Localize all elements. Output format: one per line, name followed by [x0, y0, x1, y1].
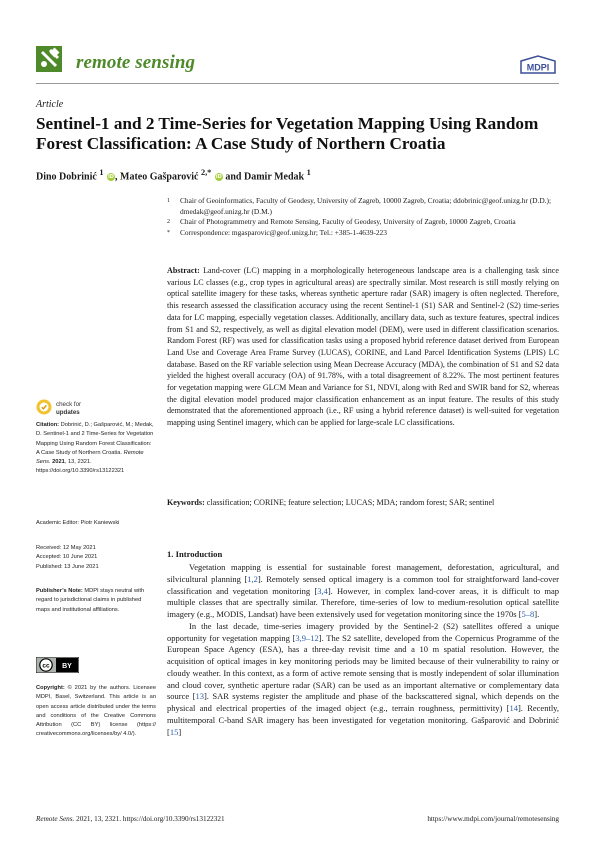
paragraph-text: ]. The S2 satellite, developed from the Copernicus Programme of the European Space Agency (ESA), has a three-day revisit time and a 10 m spatial resolution. However, the acquisition of optical images in key monitoring periods may be limited because of their vulnerability to rainy or cloudy weather. In this context, as a form of active remote sensing that is mostly independent of solar illumination and cloud cover, synthetic aperture radar (SAR) can be used as an important alternative or complementary data source [ — [167, 632, 559, 702]
footer-citation — [36, 815, 225, 823]
affiliation-item — [167, 196, 559, 217]
copyright-block — [36, 684, 156, 740]
copyright-text: © 2021 by the authors. Licensee MDPI, Basel, Switzerland. This article is an open access article distributed under the terms and conditions of the Creative Commons Attribution (CC BY) license (https:// creativecommons.org/licenses/by/ 4.0/). — [36, 685, 156, 738]
author-name: Mateo Gašparović — [120, 171, 199, 183]
citation-link[interactable]: 3,4 — [317, 585, 328, 596]
copyright-label: Copyright: — [36, 685, 65, 691]
paragraph-text: ]. Recently, multitemporal C-band SAR imagery has been investigated for vegetation monitoring. Gašparović and Dobrinić [ — [167, 703, 559, 737]
accepted-date: Accepted: 10 June 2021 — [36, 554, 98, 561]
keywords — [167, 497, 559, 509]
abstract-text: Land-cover (LC) mapping in a morphologically heterogeneous landscape area is a challenging task since various LC classes (e.g., crop types in agricultural areas) are spectrally similar. Most research is still mostly relying on optical satellite imagery for these tasks, whereas synthetic aperture radar (SAR) imagery is often neglected. Therefore, this research assessed the classification accuracy using the recent Sentinel-1 (S1) SAR and Sentinel-2 (S2) time-series data for LC mapping, especially vegetation classes. Additionally, ancillary data, such as texture features, spectral indices from S1 and S2, respectively, as well as digital elevation model (DEM), were used in different classification scenarios. Random Forest (RF) was used for classification tasks using a proposed hybrid reference dataset derived from European Land Use and Coverage Area Frame Survey (LUCAS), CORINE, and Land Parcel Identification Systems (LPIS) LC database. Based on the RF variable selection using Mean Decrease Accuracy (MDA), the combination of S1 and S2 data yielded the highest overall accuracy (OA) of 91.78%, with a total disagreement of 8.22%. The most pertinent features for vegetation mapping were GLCM Mean and Variance for S1, NDVI, along with Red and SWIR band for S2, whereas the digital elevation model produced major classification enhancement as an input feature. The results of this study demonstrated that the aforementioned approach (i.e., RF using a hybrid reference dataset) is well-suited for vegetation mapping using Sentinel imagery, which can be applied for large-scale LC classifications. — [167, 266, 559, 428]
check-updates-line: updates — [56, 408, 80, 416]
article-title: Sentinel-1 and 2 Time-Series for Vegetation Mapping Using Random Forest Classification: A Case Study of Northern Croatia — [36, 114, 539, 153]
cc-label: cc — [42, 662, 50, 670]
check-for-updates-icon[interactable] — [36, 399, 52, 415]
paragraph-text: ]. SAR systems register the amplitude and phase of the backscattered signal, which depends on the physical and electrical properties of the imaged object (e.g., terrain roughness, permittivity) [ — [167, 691, 559, 713]
check-for-updates-label[interactable] — [56, 401, 81, 416]
mdpi-logo-icon — [517, 55, 559, 75]
affiliation-mark: 1 — [167, 198, 170, 204]
mdpi-logo-text: MDPI — [526, 62, 550, 73]
author-affiliation-mark: 2,* — [200, 168, 212, 177]
paragraph-text: In the last decade, time-series imagery provided by the Sentinel-2 (S2) satellites offered a unique opportunity for vegetation mapping [ — [167, 620, 559, 643]
paragraph-text: ]. — [534, 609, 540, 619]
paragraph — [167, 562, 559, 621]
author-name: Dino Dobrinić — [36, 171, 97, 183]
citation-link[interactable]: 14 — [509, 703, 518, 713]
publisher-note — [36, 587, 156, 615]
affiliation-text: Chair of Photogrammetry and Remote Sensing, Faculty of Geodesy, University of Zagreb, 10000 Zagreb, Croatia — [180, 217, 516, 227]
orcid-icon[interactable]: iD — [108, 174, 114, 181]
keywords-label: Keywords: — [167, 498, 205, 507]
abstract-label: Abstract: — [167, 266, 200, 275]
orcid-icon[interactable]: iD — [215, 174, 222, 181]
page-footer — [36, 815, 559, 823]
footer-doi[interactable]: 2021, 13, 2321. https://doi.org/10.3390/rs13122321 — [74, 815, 225, 823]
abstract — [167, 265, 559, 429]
author-separator: , — [115, 171, 121, 183]
citation-link[interactable]: 1,2 — [247, 573, 258, 584]
published-date: Published: 13 June 2021 — [36, 563, 99, 570]
author-affiliation-mark: 1 — [306, 168, 311, 177]
footer-journal-url[interactable]: https://www.mdpi.com/journal/remotesensing — [427, 815, 559, 823]
journal-name: remote sensing — [76, 52, 196, 73]
citation-link[interactable]: 13 — [195, 691, 204, 702]
author-separator: and — [222, 171, 244, 183]
author-name: Damir Medak — [243, 171, 305, 183]
citation-year: 2021 — [52, 459, 65, 466]
affiliation-mark: 2 — [167, 219, 170, 226]
journal-logo-icon — [36, 46, 62, 72]
paragraph-text: Vegetation mapping is essential for sustainable forest management, deforestation, agricultural, and silvicultural planning [ — [167, 562, 559, 584]
paragraph — [167, 621, 559, 739]
paragraph-text: ]. However, in complex land-cover areas, it is difficult to map multiple classes that are spectrally similar. Therefore, time-series of low to medium-resolution optical satellite imagery (e.g., MODIS, Landsat) have been extensively used for vegetation monitoring since the 1970s [ — [167, 585, 559, 619]
citation-block — [36, 421, 156, 477]
correspondence-text: Correspondence: mgasparovic@geof.unizg.hr; Tel.: +385-1-4639-223 — [180, 227, 387, 237]
article-type: Article — [36, 99, 64, 110]
author-list — [36, 168, 311, 182]
cc-by-license-icon[interactable] — [36, 657, 79, 673]
received-date: Received: 12 May 2021 — [36, 545, 96, 551]
paragraph-text: ] — [178, 726, 182, 737]
header-divider — [36, 83, 559, 84]
citation-doi[interactable]: , 13, 2321. https://doi.org/10.3390/rs13122321 — [36, 459, 125, 475]
citation-link[interactable]: 15 — [169, 726, 179, 737]
dates-block — [36, 544, 156, 572]
author-affiliation-mark: 1 — [99, 168, 104, 177]
citation-journal: Remote Sens. — [36, 449, 144, 466]
affiliation-item — [167, 217, 559, 228]
citation-text: Dobrinić, D.; Gašparović, M.; Medak, D. Sentinel-1 and 2 Time-Series for Vegetation Mapping Using Random Forest Classification: A Case Study of Northern Croatia. — [36, 422, 154, 456]
publisher-note-text: MDPI stays neutral with regard to jurisdictional claims in published maps and institutional affiliations. — [36, 588, 145, 613]
footer-journal: Remote Sens. — [36, 815, 75, 823]
affiliation-mark: * — [167, 229, 170, 236]
academic-editor: Academic Editor: Piotr Kaniewski — [36, 520, 120, 526]
citation-link[interactable]: 5–8 — [521, 609, 535, 619]
affiliation-list — [167, 196, 559, 238]
cc-by-label: BY — [62, 663, 72, 670]
section-heading: 1. Introduction — [167, 549, 223, 559]
affiliation-text: Chair of Geoinformatics, Faculty of Geodesy, University of Zagreb, 10000 Zagreb, Croatia; ddobrinic@geof.unizg.hr (D.D.); dmedak@geof.unizg.hr (D.M.) — [180, 196, 552, 216]
citation-link[interactable]: 3,9–12 — [295, 632, 319, 643]
check-updates-line: check for — [56, 401, 82, 408]
introduction-body — [167, 562, 559, 738]
keywords-text: classification; CORINE; feature selection; LUCAS; MDA; random forest; SAR; sentinel — [206, 498, 495, 507]
affiliation-item — [167, 228, 559, 239]
publisher-note-label: Publisher’s Note: — [36, 588, 83, 594]
paragraph-text: ]. Remotely sensed optical imagery is a common tool for straightforward land-cover classification and vegetation monitoring [ — [167, 573, 559, 596]
citation-label: Citation: — [36, 422, 60, 428]
